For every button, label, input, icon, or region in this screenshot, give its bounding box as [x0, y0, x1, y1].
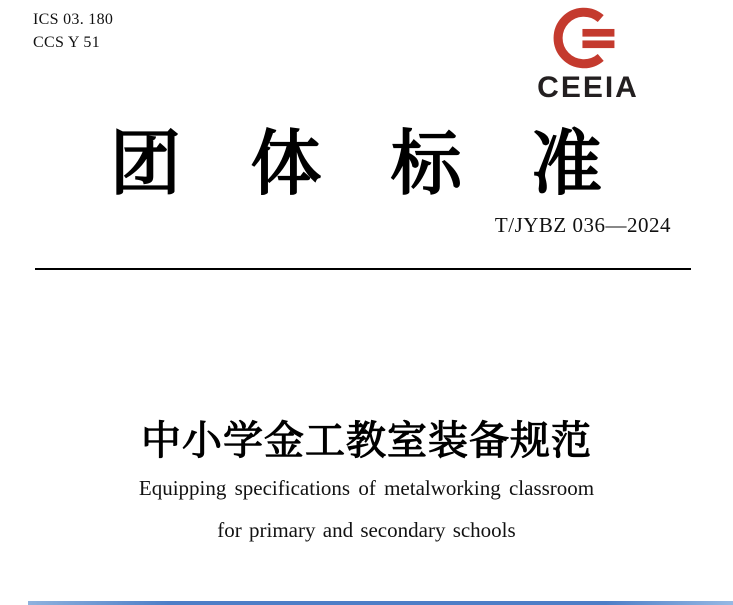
- bottom-accent-line: [28, 601, 733, 605]
- ics-code: ICS 03. 180: [33, 11, 114, 28]
- ceeia-logo-text: CEEIA: [537, 71, 639, 104]
- standard-type-char: 准: [530, 125, 602, 204]
- classification-codes: [33, 8, 113, 54]
- ceeia-logo: [518, 6, 658, 103]
- standard-type-heading: [110, 125, 602, 204]
- standard-type-char: 标: [390, 125, 462, 204]
- standard-number: T/JYBZ 036—2024: [494, 213, 671, 237]
- ceeia-ring-icon: [553, 6, 623, 70]
- document-title-english-line2: for primary and secondary schools: [217, 518, 516, 542]
- document-title-chinese: 中小学金工教室装备规范: [141, 419, 592, 463]
- horizontal-rule: [35, 268, 691, 270]
- standard-type-char: 体: [250, 125, 322, 204]
- ccs-code: CCS Y 51: [33, 34, 101, 51]
- standard-type-char: 团: [110, 125, 182, 204]
- document-title-english-line1: Equipping specifications of metalworking classroom: [138, 476, 595, 500]
